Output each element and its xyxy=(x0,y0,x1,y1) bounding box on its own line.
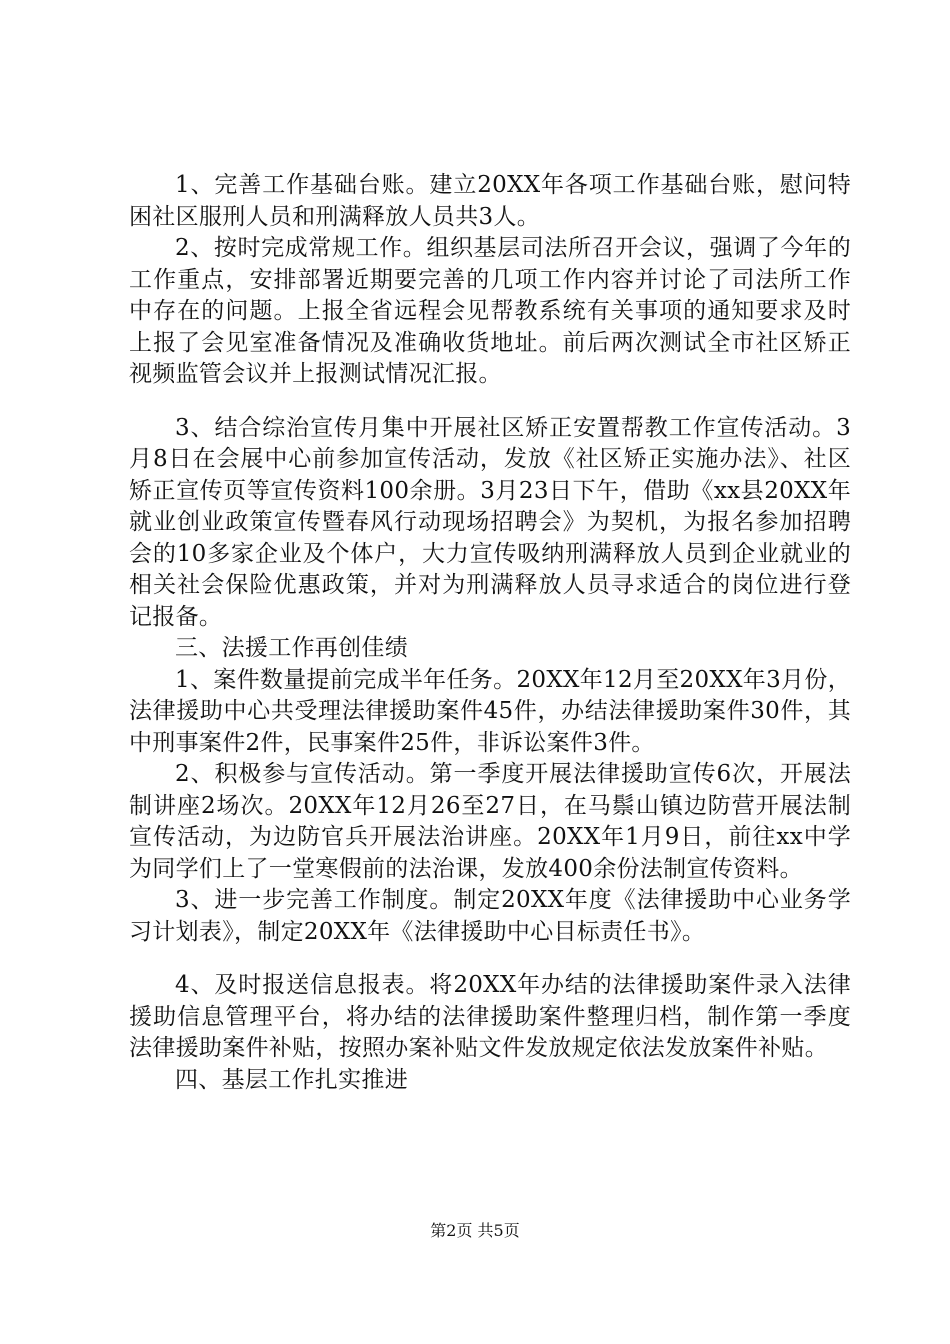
paragraph-4: 1、案件数量提前完成半年任务。20XX年12月至20XX年3月份，法律援助中心共受理法律援助案件45件，办结法律援助案件30件，其中刑事案件2件，民事案件25件，非诉讼案件3件。 xyxy=(129,666,851,756)
paragraph-1: 1、完善工作基础台账。建立20XX年各项工作基础台账，慰问特困社区服刑人员和刑满释放人员共3人。 xyxy=(129,172,851,230)
document-body xyxy=(129,170,851,1096)
paragraph-5: 2、积极参与宣传活动。第一季度开展法律援助宣传6次，开展法制讲座2场次。20XX年12月26至27日，在马鬃山镇边防营开展法制宣传活动，为边防官兵开展法治讲座。20XX年1月9日，前往xx中学为同学们上了一堂寒假前的法治课，发放400余份法制宣传资料。 xyxy=(129,761,851,882)
paragraph-7: 4、及时报送信息报表。将20XX年办结的法律援助案件录入法律援助信息管理平台，将办结的法律援助案件整理归档，制作第一季度法律援助案件补贴，按照办案补贴文件发放规定依法发放案件补贴。 xyxy=(129,972,851,1061)
section-heading-4: 四、基层工作扎实推进 xyxy=(175,1066,408,1093)
paragraph-3: 3、结合综治宣传月集中开展社区矫正安置帮教工作宣传活动。3月8日在会展中心前参加宣传活动，发放《社区矫正实施办法》、社区矫正宣传页等宣传资料100余册。3月23日下午，借助《xx县20XX年就业创业政策宣传暨春风行动现场招聘会》为契机，为报名参加招聘会的10多家企业及个体户，大力宣传吸纳刑满释放人员到企业就业的相关社会保险优惠政策，并对为刑满释放人员寻求适合的岗位进行登记报备。 xyxy=(129,414,851,630)
section-heading-3: 三、法援工作再创佳绩 xyxy=(175,635,408,661)
paragraph-6: 3、进一步完善工作制度。制定20XX年度《法律援助中心业务学习计划表》，制定20XX年《法律援助中心目标责任书》。 xyxy=(129,887,851,945)
paragraph-2: 2、按时完成常规工作。组织基层司法所召开会议，强调了今年的工作重点，安排部署近期要完善的几项工作内容并讨论了司法所工作中存在的问题。上报全省远程会见帮教系统有关事项的通知要求及时上报了会见室准备情况及准确收货地址。前后两次测试全市社区矫正视频监管会议并上报测试情况汇报。 xyxy=(129,235,851,387)
page-number-footer: 第2页 共5页 xyxy=(430,1221,520,1240)
